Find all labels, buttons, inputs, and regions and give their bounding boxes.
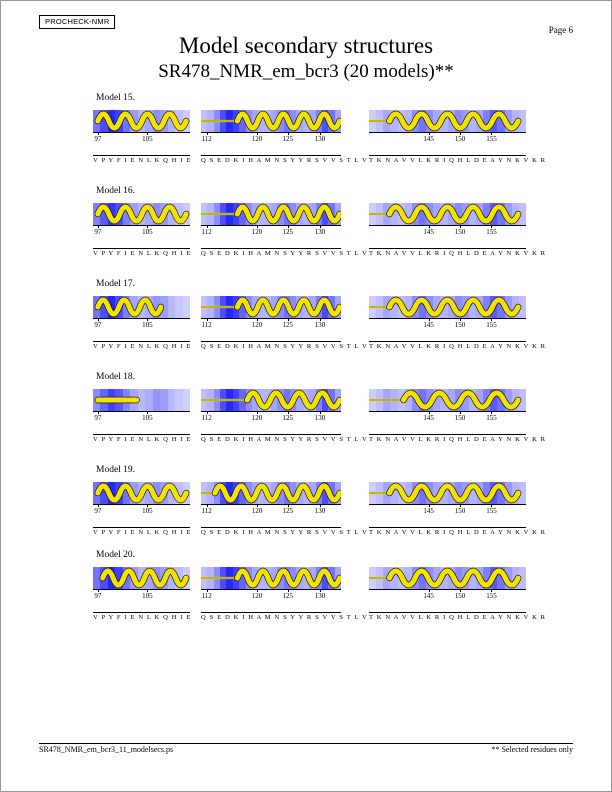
axis-line	[93, 225, 190, 226]
panel-segment-3	[369, 110, 547, 169]
shading-strip	[369, 482, 526, 504]
sequence-divider	[369, 155, 526, 156]
axis-tick-label: 125	[282, 507, 294, 515]
axis-tick-label: 112	[201, 228, 212, 236]
shading-strip	[369, 389, 526, 411]
axis-tick-label: 105	[142, 228, 153, 236]
helix-icon	[201, 110, 341, 132]
sequence-row	[369, 612, 547, 626]
residue-axis	[201, 318, 341, 331]
axis-tick-label: 130	[314, 228, 326, 236]
model-panels	[1, 389, 612, 464]
sequence-text: Q S E D K I H A M N S Y Y R S V V S T L V	[201, 529, 368, 536]
axis-tick-label: 120	[251, 414, 263, 422]
model-panels	[1, 203, 612, 278]
axis-tick-label: 155	[486, 321, 497, 329]
panel-segment-3	[369, 567, 547, 626]
sequence-text: T K N A V V L K R I Q H L D E A Y N K V K R	[369, 436, 547, 443]
panel-segment-1	[93, 203, 190, 262]
helix-icon	[201, 482, 341, 504]
model-label: Model 17.	[96, 279, 136, 289]
shading-strip	[93, 110, 190, 132]
panel-segment-3	[369, 482, 547, 541]
axis-tick-label: 130	[314, 321, 326, 329]
axis-tick-label: 105	[142, 414, 153, 422]
residue-axis	[201, 504, 341, 517]
axis-tick-label: 130	[314, 135, 326, 143]
residue-axis	[201, 411, 341, 424]
model-label: Model 15.	[96, 93, 136, 103]
panel-segment-1	[93, 110, 190, 169]
axis-tick-label: 130	[314, 507, 326, 515]
helix-icon	[93, 482, 190, 504]
panel-segment-3	[369, 389, 547, 448]
residue-axis	[369, 318, 526, 331]
sequence-text: Q S E D K I H A M N S Y Y R S V V S T L V	[201, 436, 368, 443]
helix-icon	[369, 296, 526, 318]
sequence-divider	[201, 434, 341, 435]
axis-tick-label: 150	[454, 414, 466, 422]
shading-strip	[93, 389, 190, 411]
program-name-box	[39, 15, 115, 29]
panel-segment-1	[93, 389, 190, 448]
sequence-text: T K N A V V L K R I Q H L D E A Y N K V K R	[369, 250, 547, 257]
axis-tick-label: 145	[423, 321, 434, 329]
axis-tick-label: 97	[94, 592, 102, 600]
shading-strip	[93, 296, 190, 318]
footer-note: ** Selected residues only	[491, 745, 573, 754]
shading-strip	[201, 389, 341, 411]
axis-tick-label: 112	[201, 414, 212, 422]
sequence-row	[93, 527, 190, 541]
axis-line	[93, 318, 190, 319]
panel-segment-2	[201, 567, 368, 626]
sequence-divider	[93, 155, 190, 156]
axis-tick-label: 125	[282, 135, 294, 143]
sequence-text: Q S E D K I H A M N S Y Y R S V V S T L V	[201, 157, 368, 164]
sequence-row	[93, 155, 190, 169]
panel-segment-2	[201, 482, 368, 541]
sequence-divider	[93, 612, 190, 613]
axis-tick-label: 145	[423, 228, 434, 236]
sequence-text: T K N A V V L K R I Q H L D E A Y N K V K R	[369, 614, 547, 621]
residue-axis	[369, 504, 526, 517]
sequence-text: Q S E D K I H A M N S Y Y R S V V S T L V	[201, 614, 368, 621]
helix-icon	[369, 567, 526, 589]
sequence-text: V P Y F I E N L K Q H I E	[93, 614, 192, 621]
axis-tick-label: 97	[94, 321, 102, 329]
axis-tick-label: 155	[486, 592, 497, 600]
sequence-row	[201, 341, 368, 355]
sequence-row	[201, 155, 368, 169]
axis-tick-label: 105	[142, 507, 153, 515]
axis-line	[369, 411, 526, 412]
shading-strip	[369, 567, 526, 589]
axis-line	[93, 132, 190, 133]
axis-line	[93, 504, 190, 505]
sequence-row	[201, 527, 368, 541]
residue-axis	[93, 411, 190, 424]
residue-axis	[201, 225, 341, 238]
shading-strip	[93, 482, 190, 504]
model-label: Model 16.	[96, 186, 136, 196]
page-title: Model secondary structures	[178, 33, 434, 58]
axis-tick-label: 112	[201, 507, 212, 515]
panel-segment-1	[93, 482, 190, 541]
model-label: Model 20.	[96, 550, 136, 560]
panel-segment-1	[93, 567, 190, 626]
sequence-divider	[201, 155, 341, 156]
helix-icon	[93, 110, 190, 132]
shading-strip	[201, 482, 341, 504]
axis-tick-label: 150	[454, 321, 466, 329]
axis-line	[369, 589, 526, 590]
sequence-divider	[369, 612, 526, 613]
sequence-divider	[93, 248, 190, 249]
panel-segment-2	[201, 389, 368, 448]
sequence-row	[369, 527, 547, 541]
residue-axis	[201, 132, 341, 145]
program-name: PROCHECK-NMR	[45, 17, 110, 26]
sequence-divider	[93, 527, 190, 528]
axis-tick-label: 145	[423, 414, 434, 422]
panel-segment-1	[93, 296, 190, 355]
sequence-row	[369, 155, 547, 169]
panel-segment-2	[201, 203, 368, 262]
footer-divider	[39, 743, 573, 744]
page-subtitle: SR478_NMR_em_bcr3 (20 models)**	[158, 61, 454, 82]
axis-tick-label: 120	[251, 592, 263, 600]
sequence-row	[201, 434, 368, 448]
panel-segment-2	[201, 110, 368, 169]
helix-icon	[93, 296, 190, 318]
sequence-text: T K N A V V L K R I Q H L D E A Y N K V K R	[369, 343, 547, 350]
axis-tick-label: 130	[314, 414, 326, 422]
page-number: Page 6	[548, 25, 573, 35]
sequence-text: Q S E D K I H A M N S Y Y R S V V S T L V	[201, 343, 368, 350]
panel-segment-3	[369, 203, 547, 262]
sequence-row	[93, 612, 190, 626]
shading-strip	[369, 296, 526, 318]
helix-icon	[93, 567, 190, 589]
residue-axis	[369, 589, 526, 602]
axis-tick-label: 155	[486, 507, 497, 515]
sequence-divider	[201, 612, 341, 613]
axis-tick-label: 155	[486, 135, 497, 143]
sequence-divider	[369, 341, 526, 342]
model-panels	[1, 482, 612, 557]
sequence-text: V P Y F I E N L K Q H I E	[93, 343, 192, 350]
shading-strip	[201, 110, 341, 132]
axis-line	[369, 132, 526, 133]
axis-tick-label: 125	[282, 414, 294, 422]
shading-strip	[201, 296, 341, 318]
model-panels	[1, 567, 612, 642]
sequence-text: V P Y F I E N L K Q H I E	[93, 436, 192, 443]
residue-axis	[369, 411, 526, 424]
axis-tick-label: 105	[142, 321, 153, 329]
axis-tick-label: 112	[201, 135, 212, 143]
residue-axis	[369, 132, 526, 145]
helix-icon	[93, 389, 190, 411]
panel-segment-2	[201, 296, 368, 355]
shading-strip	[369, 110, 526, 132]
sequence-text: Q S E D K I H A M N S Y Y R S V V S T L V	[201, 250, 368, 257]
sequence-row	[201, 248, 368, 262]
residue-axis	[93, 504, 190, 517]
sequence-divider	[369, 434, 526, 435]
helix-icon	[93, 203, 190, 225]
axis-line	[93, 411, 190, 412]
axis-tick-label: 105	[142, 592, 153, 600]
shading-strip	[369, 203, 526, 225]
sequence-divider	[201, 341, 341, 342]
axis-tick-label: 145	[423, 135, 434, 143]
sequence-text: V P Y F I E N L K Q H I E	[93, 529, 192, 536]
model-panels	[1, 296, 612, 371]
axis-line	[369, 318, 526, 319]
model-label: Model 19.	[96, 465, 136, 475]
helix-icon	[201, 567, 341, 589]
shading-strip	[201, 203, 341, 225]
axis-tick-label: 125	[282, 592, 294, 600]
shading-strip	[201, 567, 341, 589]
sequence-divider	[369, 248, 526, 249]
residue-axis	[369, 225, 526, 238]
residue-axis	[93, 318, 190, 331]
model-panels	[1, 110, 612, 185]
axis-line	[93, 589, 190, 590]
axis-tick-label: 97	[94, 507, 102, 515]
sequence-text: T K N A V V L K R I Q H L D E A Y N K V K R	[369, 529, 547, 536]
residue-axis	[201, 589, 341, 602]
helix-icon	[201, 203, 341, 225]
shading-strip	[93, 203, 190, 225]
sequence-row	[93, 248, 190, 262]
sequence-row	[369, 434, 547, 448]
residue-axis	[93, 225, 190, 238]
model-label: Model 18.	[96, 372, 136, 382]
helix-icon	[369, 203, 526, 225]
axis-tick-label: 150	[454, 135, 466, 143]
axis-line	[369, 504, 526, 505]
residue-axis	[93, 589, 190, 602]
sequence-divider	[369, 527, 526, 528]
sequence-row	[201, 612, 368, 626]
sequence-divider	[201, 527, 341, 528]
axis-tick-label: 120	[251, 228, 263, 236]
axis-tick-label: 120	[251, 321, 263, 329]
sequence-row	[93, 434, 190, 448]
shading-strip	[93, 567, 190, 589]
axis-tick-label: 145	[423, 507, 434, 515]
residue-axis	[93, 132, 190, 145]
axis-line	[369, 225, 526, 226]
axis-tick-label: 97	[94, 414, 102, 422]
axis-tick-label: 97	[94, 228, 102, 236]
axis-tick-label: 150	[454, 592, 466, 600]
axis-tick-label: 130	[314, 592, 326, 600]
axis-tick-label: 120	[251, 135, 263, 143]
axis-tick-label: 155	[486, 414, 497, 422]
sequence-row	[93, 341, 190, 355]
helix-icon	[201, 389, 341, 411]
axis-tick-label: 97	[94, 135, 102, 143]
footer-filename: SR478_NMR_em_bcr3_11_modelsecs.ps	[39, 745, 174, 754]
axis-tick-label: 145	[423, 592, 434, 600]
axis-tick-label: 125	[282, 321, 294, 329]
panel-segment-3	[369, 296, 547, 355]
sequence-divider	[93, 341, 190, 342]
axis-tick-label: 155	[486, 228, 497, 236]
helix-icon	[369, 110, 526, 132]
axis-tick-label: 112	[201, 592, 212, 600]
sequence-text: T K N A V V L K R I Q H L D E A Y N K V K R	[369, 157, 547, 164]
axis-tick-label: 105	[142, 135, 153, 143]
axis-tick-label: 125	[282, 228, 294, 236]
axis-tick-label: 150	[454, 228, 466, 236]
helix-icon	[201, 296, 341, 318]
sequence-divider	[93, 434, 190, 435]
sequence-divider	[201, 248, 341, 249]
helix-icon	[369, 389, 526, 411]
sequence-row	[369, 341, 547, 355]
sequence-text: V P Y F I E N L K Q H I E	[93, 250, 192, 257]
sequence-row	[369, 248, 547, 262]
axis-tick-label: 150	[454, 507, 466, 515]
sequence-text: V P Y F I E N L K Q H I E	[93, 157, 192, 164]
axis-tick-label: 120	[251, 507, 263, 515]
helix-icon	[369, 482, 526, 504]
axis-tick-label: 112	[201, 321, 212, 329]
